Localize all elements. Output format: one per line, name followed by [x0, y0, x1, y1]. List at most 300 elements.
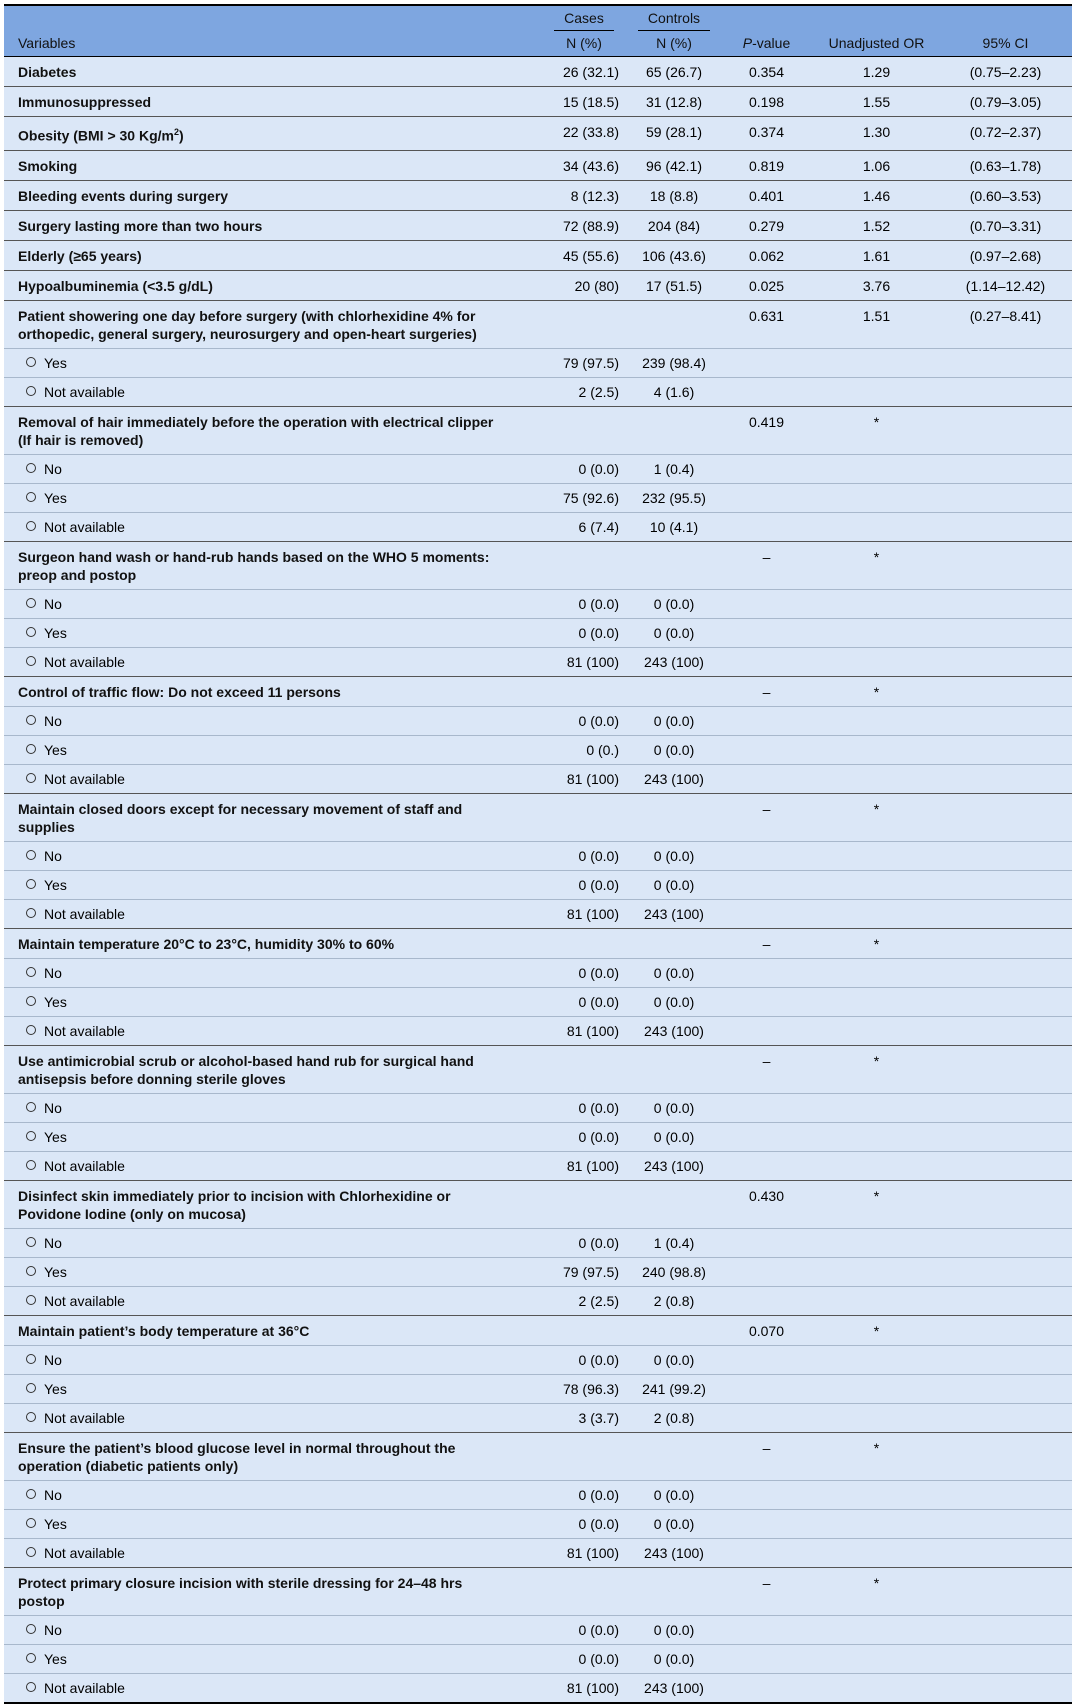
- cases-value: 0 (0.0): [539, 1093, 629, 1122]
- or-value: 1.51: [814, 300, 939, 348]
- variable-label: Not available: [4, 1286, 539, 1315]
- p-value: [719, 1374, 814, 1403]
- ci-value: [939, 541, 1072, 589]
- cases-value: [539, 1045, 629, 1093]
- variable-row: [4, 270, 1072, 300]
- header-95-ci: 95% CI: [939, 31, 1072, 57]
- variable-row: [4, 793, 1072, 841]
- sub-row: [4, 870, 1072, 899]
- cases-value: 2 (2.5): [539, 377, 629, 406]
- ci-value: [939, 764, 1072, 793]
- p-value: 0.401: [719, 180, 814, 210]
- controls-value: 1 (0.4): [629, 454, 719, 483]
- or-value: [814, 1016, 939, 1045]
- ci-value: [939, 377, 1072, 406]
- circle-bullet-icon: [26, 598, 36, 608]
- p-value: [719, 987, 814, 1016]
- cases-value: 0 (0.): [539, 735, 629, 764]
- variable-row: [4, 87, 1072, 117]
- or-value: [814, 1509, 939, 1538]
- circle-bullet-icon: [26, 1131, 36, 1141]
- ci-value: (0.97–2.68): [939, 240, 1072, 270]
- ci-value: [939, 483, 1072, 512]
- variable-label: Yes: [4, 618, 539, 647]
- p-value: [719, 512, 814, 541]
- p-value: –: [719, 676, 814, 706]
- sub-row: [4, 1345, 1072, 1374]
- variable-label: Yes: [4, 1257, 539, 1286]
- or-value: [814, 706, 939, 735]
- variable-label: No: [4, 841, 539, 870]
- circle-bullet-icon: [26, 1518, 36, 1528]
- circle-bullet-icon: [26, 850, 36, 860]
- circle-bullet-icon: [26, 1412, 36, 1422]
- p-value: 0.070: [719, 1315, 814, 1345]
- ci-value: [939, 1045, 1072, 1093]
- circle-bullet-icon: [26, 908, 36, 918]
- cases-value: 3 (3.7): [539, 1403, 629, 1432]
- p-value: [719, 1480, 814, 1509]
- controls-value: 96 (42.1): [629, 150, 719, 180]
- or-value: [814, 735, 939, 764]
- cases-value: 79 (97.5): [539, 1257, 629, 1286]
- ci-value: [939, 870, 1072, 899]
- or-value: [814, 1228, 939, 1257]
- variable-row: [4, 676, 1072, 706]
- or-value: *: [814, 1567, 939, 1615]
- risk-factors-table: [4, 4, 1072, 1704]
- or-value: 1.30: [814, 117, 939, 151]
- ci-value: [939, 406, 1072, 454]
- ci-value: [939, 899, 1072, 928]
- circle-bullet-icon: [26, 1025, 36, 1035]
- p-value: –: [719, 1567, 814, 1615]
- or-value: [814, 1151, 939, 1180]
- controls-value: 0 (0.0): [629, 618, 719, 647]
- variable-label: Yes: [4, 1644, 539, 1673]
- cases-value: 0 (0.0): [539, 589, 629, 618]
- p-value: [719, 1615, 814, 1644]
- or-value: [814, 512, 939, 541]
- p-value: [719, 870, 814, 899]
- p-value: [719, 1257, 814, 1286]
- variable-label: Surgery lasting more than two hours: [4, 210, 539, 240]
- sub-row: [4, 512, 1072, 541]
- variable-row: [4, 1180, 1072, 1228]
- variable-label: Immunosuppressed: [4, 87, 539, 117]
- cases-value: 0 (0.0): [539, 1509, 629, 1538]
- or-value: [814, 870, 939, 899]
- cases-value: 0 (0.0): [539, 706, 629, 735]
- variable-label: Yes: [4, 1374, 539, 1403]
- or-value: [814, 483, 939, 512]
- variable-label: No: [4, 958, 539, 987]
- circle-bullet-icon: [26, 627, 36, 637]
- p-value: [719, 377, 814, 406]
- variable-row: [4, 57, 1072, 87]
- variable-row: [4, 1567, 1072, 1615]
- controls-value: [629, 1567, 719, 1615]
- ci-value: [939, 1286, 1072, 1315]
- cases-value: [539, 300, 629, 348]
- cases-value: 0 (0.0): [539, 454, 629, 483]
- or-value: [814, 1093, 939, 1122]
- ci-value: [939, 987, 1072, 1016]
- variable-label: Patient showering one day before surgery (with chlorhexidine 4% for orthopedic, general surgery, neurosurgery and open-heart surgeries): [4, 300, 539, 348]
- circle-bullet-icon: [26, 773, 36, 783]
- cases-value: 81 (100): [539, 1673, 629, 1703]
- p-value: [719, 1016, 814, 1045]
- ci-value: [939, 1538, 1072, 1567]
- cases-value: 81 (100): [539, 899, 629, 928]
- circle-bullet-icon: [26, 1653, 36, 1663]
- sub-row: [4, 899, 1072, 928]
- variable-label: Yes: [4, 1122, 539, 1151]
- variable-label: Maintain temperature 20°C to 23°C, humidity 30% to 60%: [4, 928, 539, 958]
- controls-value: 0 (0.0): [629, 706, 719, 735]
- cases-value: 0 (0.0): [539, 870, 629, 899]
- variable-label: Not available: [4, 1016, 539, 1045]
- p-value: [719, 348, 814, 377]
- ci-value: [939, 1315, 1072, 1345]
- or-value: 1.06: [814, 150, 939, 180]
- p-value: –: [719, 1432, 814, 1480]
- cases-value: 0 (0.0): [539, 1480, 629, 1509]
- or-value: 1.52: [814, 210, 939, 240]
- ci-value: [939, 1151, 1072, 1180]
- sub-row: [4, 1673, 1072, 1703]
- variable-row: [4, 1045, 1072, 1093]
- or-value: [814, 764, 939, 793]
- cases-value: 78 (96.3): [539, 1374, 629, 1403]
- controls-value: 0 (0.0): [629, 1345, 719, 1374]
- sub-row: [4, 1374, 1072, 1403]
- or-value: *: [814, 793, 939, 841]
- variable-label: Hypoalbuminemia (<3.5 g/dL): [4, 270, 539, 300]
- p-value: –: [719, 541, 814, 589]
- variable-label: Use antimicrobial scrub or alcohol-based hand rub for surgical hand antisepsis before donning sterile gloves: [4, 1045, 539, 1093]
- cases-value: 6 (7.4): [539, 512, 629, 541]
- ci-value: (0.72–2.37): [939, 117, 1072, 151]
- cases-value: 22 (33.8): [539, 117, 629, 151]
- ci-value: (0.79–3.05): [939, 87, 1072, 117]
- cases-value: 0 (0.0): [539, 1345, 629, 1374]
- p-value: –: [719, 793, 814, 841]
- cases-value: [539, 1180, 629, 1228]
- variable-label: Surgeon hand wash or hand-rub hands based on the WHO 5 moments: preop and postop: [4, 541, 539, 589]
- p-value: 0.819: [719, 150, 814, 180]
- ci-value: [939, 958, 1072, 987]
- cases-value: 34 (43.6): [539, 150, 629, 180]
- variable-label: Ensure the patient’s blood glucose level in normal throughout the operation (diabetic patients only): [4, 1432, 539, 1480]
- variable-row: [4, 150, 1072, 180]
- or-value: 1.46: [814, 180, 939, 210]
- ci-value: [939, 454, 1072, 483]
- controls-value: 240 (98.8): [629, 1257, 719, 1286]
- controls-value: 232 (95.5): [629, 483, 719, 512]
- cases-value: [539, 1315, 629, 1345]
- p-value: 0.025: [719, 270, 814, 300]
- ci-value: [939, 1480, 1072, 1509]
- variable-label: Control of traffic flow: Do not exceed 11 persons: [4, 676, 539, 706]
- ci-value: [939, 589, 1072, 618]
- controls-value: [629, 1180, 719, 1228]
- p-value: [719, 1538, 814, 1567]
- header-controls: Controls: [629, 5, 719, 31]
- cases-value: [539, 793, 629, 841]
- variable-label: No: [4, 1480, 539, 1509]
- or-value: *: [814, 928, 939, 958]
- sub-row: [4, 618, 1072, 647]
- p-value: [719, 706, 814, 735]
- variable-label: Bleeding events during surgery: [4, 180, 539, 210]
- cases-value: 20 (80): [539, 270, 629, 300]
- cases-value: 26 (32.1): [539, 57, 629, 87]
- circle-bullet-icon: [26, 492, 36, 502]
- variable-label: Diabetes: [4, 57, 539, 87]
- or-value: [814, 841, 939, 870]
- variable-label: Protect primary closure incision with sterile dressing for 24–48 hrs postop: [4, 1567, 539, 1615]
- or-value: *: [814, 676, 939, 706]
- circle-bullet-icon: [26, 1354, 36, 1364]
- p-value: [719, 1509, 814, 1538]
- sub-row: [4, 735, 1072, 764]
- sub-row: [4, 377, 1072, 406]
- cases-value: 81 (100): [539, 1016, 629, 1045]
- circle-bullet-icon: [26, 1266, 36, 1276]
- ci-value: [939, 1615, 1072, 1644]
- variable-label: No: [4, 1228, 539, 1257]
- variable-row: [4, 117, 1072, 151]
- controls-value: 2 (0.8): [629, 1403, 719, 1432]
- cases-value: 15 (18.5): [539, 87, 629, 117]
- sub-row: [4, 1151, 1072, 1180]
- or-value: [814, 348, 939, 377]
- controls-value: 243 (100): [629, 1016, 719, 1045]
- ci-value: [939, 1016, 1072, 1045]
- or-value: *: [814, 1045, 939, 1093]
- cases-value: 81 (100): [539, 1538, 629, 1567]
- cases-value: 0 (0.0): [539, 1122, 629, 1151]
- variable-label: Disinfect skin immediately prior to incision with Chlorhexidine or Povidone Iodine (only on mucosa): [4, 1180, 539, 1228]
- circle-bullet-icon: [26, 1295, 36, 1305]
- controls-value: 243 (100): [629, 1538, 719, 1567]
- p-value: 0.279: [719, 210, 814, 240]
- cases-value: 0 (0.0): [539, 987, 629, 1016]
- ci-value: (0.70–3.31): [939, 210, 1072, 240]
- cases-value: [539, 1432, 629, 1480]
- p-value: [719, 1644, 814, 1673]
- variable-row: [4, 1432, 1072, 1480]
- or-value: 1.29: [814, 57, 939, 87]
- p-value: [719, 764, 814, 793]
- sub-row: [4, 1286, 1072, 1315]
- p-value: 0.430: [719, 1180, 814, 1228]
- ci-value: [939, 1403, 1072, 1432]
- p-value: [719, 958, 814, 987]
- circle-bullet-icon: [26, 521, 36, 531]
- p-value: [719, 1151, 814, 1180]
- ci-value: [939, 928, 1072, 958]
- sub-row: [4, 706, 1072, 735]
- p-value: 0.062: [719, 240, 814, 270]
- variable-row: [4, 180, 1072, 210]
- or-value: [814, 618, 939, 647]
- or-value: [814, 1538, 939, 1567]
- p-value: [719, 647, 814, 676]
- cases-value: [539, 541, 629, 589]
- variable-label: Maintain closed doors except for necessary movement of staff and supplies: [4, 793, 539, 841]
- ci-value: [939, 1257, 1072, 1286]
- variable-row: [4, 406, 1072, 454]
- variable-label: Removal of hair immediately before the operation with electrical clipper (If hair is removed): [4, 406, 539, 454]
- or-value: [814, 1480, 939, 1509]
- cases-value: [539, 1567, 629, 1615]
- circle-bullet-icon: [26, 656, 36, 666]
- or-value: [814, 987, 939, 1016]
- variable-label: Yes: [4, 483, 539, 512]
- sub-row: [4, 764, 1072, 793]
- cases-value: 81 (100): [539, 1151, 629, 1180]
- p-value: [719, 454, 814, 483]
- circle-bullet-icon: [26, 357, 36, 367]
- ci-value: [939, 348, 1072, 377]
- circle-bullet-icon: [26, 1237, 36, 1247]
- p-value: [719, 1286, 814, 1315]
- ci-value: [939, 706, 1072, 735]
- cases-value: 79 (97.5): [539, 348, 629, 377]
- circle-bullet-icon: [26, 1624, 36, 1634]
- cases-value: 0 (0.0): [539, 1228, 629, 1257]
- p-value: [719, 841, 814, 870]
- variable-label: No: [4, 589, 539, 618]
- cases-value: 75 (92.6): [539, 483, 629, 512]
- or-value: [814, 1286, 939, 1315]
- or-value: *: [814, 1180, 939, 1228]
- controls-value: 239 (98.4): [629, 348, 719, 377]
- controls-value: [629, 1315, 719, 1345]
- header-cases-n-pct: N (%): [539, 31, 629, 57]
- variable-label: No: [4, 454, 539, 483]
- variable-label: Not available: [4, 377, 539, 406]
- variable-row: [4, 300, 1072, 348]
- p-value: 0.198: [719, 87, 814, 117]
- cases-value: 81 (100): [539, 764, 629, 793]
- sub-row: [4, 483, 1072, 512]
- or-value: [814, 1257, 939, 1286]
- circle-bullet-icon: [26, 996, 36, 1006]
- circle-bullet-icon: [26, 1383, 36, 1393]
- controls-value: 204 (84): [629, 210, 719, 240]
- circle-bullet-icon: [26, 1102, 36, 1112]
- sub-row: [4, 1122, 1072, 1151]
- variable-row: [4, 1315, 1072, 1345]
- p-value: 0.374: [719, 117, 814, 151]
- p-value: [719, 1403, 814, 1432]
- ci-value: [939, 1345, 1072, 1374]
- p-value: [719, 1122, 814, 1151]
- variable-label: Not available: [4, 899, 539, 928]
- or-value: *: [814, 1432, 939, 1480]
- variable-row: [4, 541, 1072, 589]
- cases-value: [539, 928, 629, 958]
- ci-value: [939, 1432, 1072, 1480]
- or-value: [814, 1403, 939, 1432]
- ci-value: [939, 1509, 1072, 1538]
- circle-bullet-icon: [26, 1489, 36, 1499]
- cases-value: 0 (0.0): [539, 841, 629, 870]
- sub-row: [4, 987, 1072, 1016]
- controls-value: 0 (0.0): [629, 735, 719, 764]
- p-value: [719, 735, 814, 764]
- sub-row: [4, 1509, 1072, 1538]
- or-value: *: [814, 1315, 939, 1345]
- sub-row: [4, 1093, 1072, 1122]
- circle-bullet-icon: [26, 1547, 36, 1557]
- or-value: [814, 1374, 939, 1403]
- or-value: [814, 1345, 939, 1374]
- controls-value: 10 (4.1): [629, 512, 719, 541]
- controls-value: 0 (0.0): [629, 1122, 719, 1151]
- sub-row: [4, 1538, 1072, 1567]
- cases-value: 81 (100): [539, 647, 629, 676]
- header-p-value: P-value: [719, 31, 814, 57]
- variable-label: Not available: [4, 1403, 539, 1432]
- variable-label: Yes: [4, 735, 539, 764]
- controls-value: 243 (100): [629, 764, 719, 793]
- p-value: [719, 1345, 814, 1374]
- ci-value: [939, 647, 1072, 676]
- controls-value: [629, 300, 719, 348]
- variable-label: Elderly (≥65 years): [4, 240, 539, 270]
- controls-value: 243 (100): [629, 899, 719, 928]
- circle-bullet-icon: [26, 967, 36, 977]
- ci-value: [939, 735, 1072, 764]
- sub-row: [4, 1228, 1072, 1257]
- or-value: [814, 1122, 939, 1151]
- ci-value: (0.27–8.41): [939, 300, 1072, 348]
- controls-value: 106 (43.6): [629, 240, 719, 270]
- controls-value: 243 (100): [629, 1151, 719, 1180]
- table-header: [4, 5, 1072, 57]
- variable-label: Smoking: [4, 150, 539, 180]
- or-value: [814, 1644, 939, 1673]
- controls-value: 31 (12.8): [629, 87, 719, 117]
- p-value: [719, 483, 814, 512]
- controls-value: 0 (0.0): [629, 1615, 719, 1644]
- variable-row: [4, 928, 1072, 958]
- cases-value: 8 (12.3): [539, 180, 629, 210]
- p-value: [719, 618, 814, 647]
- variable-label: Not available: [4, 647, 539, 676]
- ci-value: [939, 793, 1072, 841]
- ci-value: [939, 1673, 1072, 1703]
- sub-row: [4, 1257, 1072, 1286]
- header-cases: Cases: [539, 5, 629, 31]
- ci-value: [939, 841, 1072, 870]
- or-value: *: [814, 541, 939, 589]
- p-value: [719, 1093, 814, 1122]
- ci-value: [939, 512, 1072, 541]
- cases-value: 0 (0.0): [539, 618, 629, 647]
- variable-row: [4, 240, 1072, 270]
- table-body: [4, 57, 1072, 1703]
- or-value: [814, 1673, 939, 1703]
- ci-value: (0.75–2.23): [939, 57, 1072, 87]
- controls-value: 0 (0.0): [629, 1644, 719, 1673]
- ci-value: (1.14–12.42): [939, 270, 1072, 300]
- ci-value: [939, 618, 1072, 647]
